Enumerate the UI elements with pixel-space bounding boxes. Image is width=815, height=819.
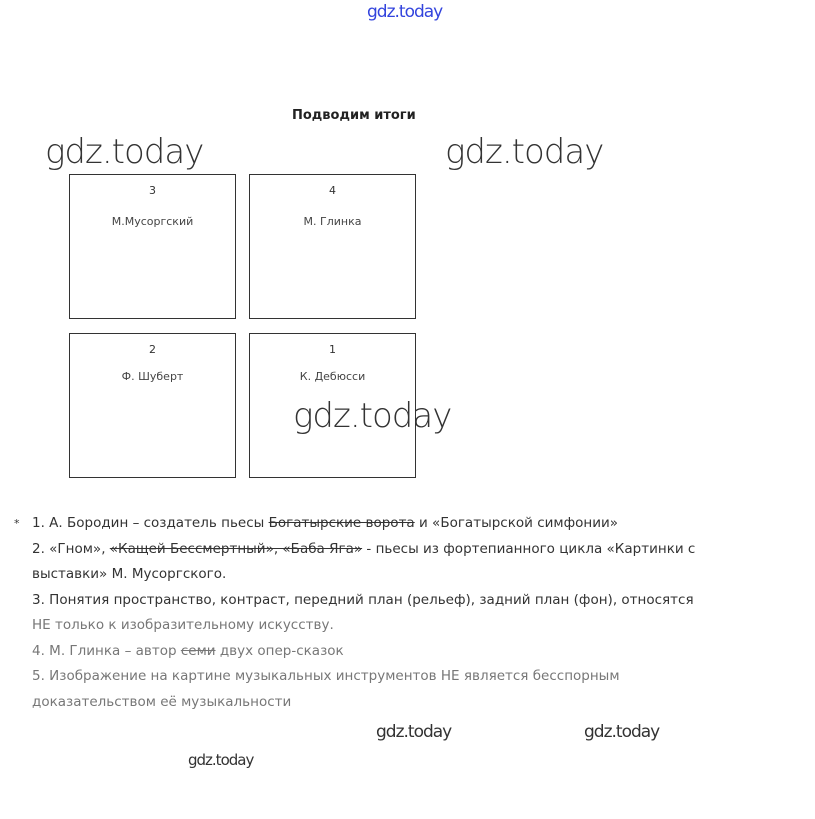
line-text: 3. Понятия пространство, контраст, передний план (рельеф), задний план (фон), относятся bbox=[32, 591, 694, 608]
watermark: gdz.today bbox=[188, 751, 254, 769]
watermark: gdz.today bbox=[45, 132, 204, 172]
line-text: и «Богатырской симфонии» bbox=[414, 515, 619, 531]
box-2 bbox=[69, 333, 236, 478]
line-text: НЕ только к изобразительному искусству. bbox=[32, 617, 334, 633]
page-title: Подводим итоги bbox=[292, 108, 416, 123]
bullet: * bbox=[14, 517, 20, 530]
watermark: gdz.today bbox=[376, 722, 452, 742]
line-text: двух опер-сказок bbox=[215, 642, 344, 659]
box-number: 4 bbox=[329, 184, 336, 197]
answers-text bbox=[14, 511, 695, 715]
line-text: 2. «Гном», bbox=[32, 540, 110, 557]
box-4 bbox=[249, 174, 416, 319]
struck-text: «Кащей Бессмертный», «Баба Яга» bbox=[109, 540, 363, 557]
box-composer: Ф. Шуберт bbox=[121, 370, 184, 383]
line-text: выставки» М. Мусоргского. bbox=[32, 566, 227, 582]
line-text: доказательством её музыкальности bbox=[32, 693, 292, 710]
line-text: 5. Изображение на картине музыкальных инструментов НЕ является бесспорным bbox=[32, 668, 620, 684]
box-composer: М.Мусоргский bbox=[111, 215, 194, 228]
watermark: gdz.today bbox=[445, 132, 604, 172]
struck-text: семи bbox=[180, 642, 216, 659]
box-number: 1 bbox=[329, 343, 336, 356]
box-3 bbox=[69, 174, 236, 319]
box-number: 3 bbox=[149, 184, 156, 197]
struck-text: Богатырские ворота bbox=[268, 515, 415, 531]
watermark: gdz.today bbox=[584, 722, 660, 742]
line-text: - пьесы из фортепианного цикла «Картинки с bbox=[362, 540, 696, 557]
box-composer: М. Глинка bbox=[303, 215, 362, 228]
box-number: 2 bbox=[149, 343, 156, 356]
watermark-top: gdz.today bbox=[367, 2, 443, 22]
line-text: 1. А. Бородин – создатель пьесы bbox=[32, 515, 269, 531]
line-text: 4. М. Глинка – автор bbox=[32, 642, 181, 659]
watermark: gdz.today bbox=[293, 396, 452, 436]
box-composer: К. Дебюсси bbox=[299, 370, 366, 383]
